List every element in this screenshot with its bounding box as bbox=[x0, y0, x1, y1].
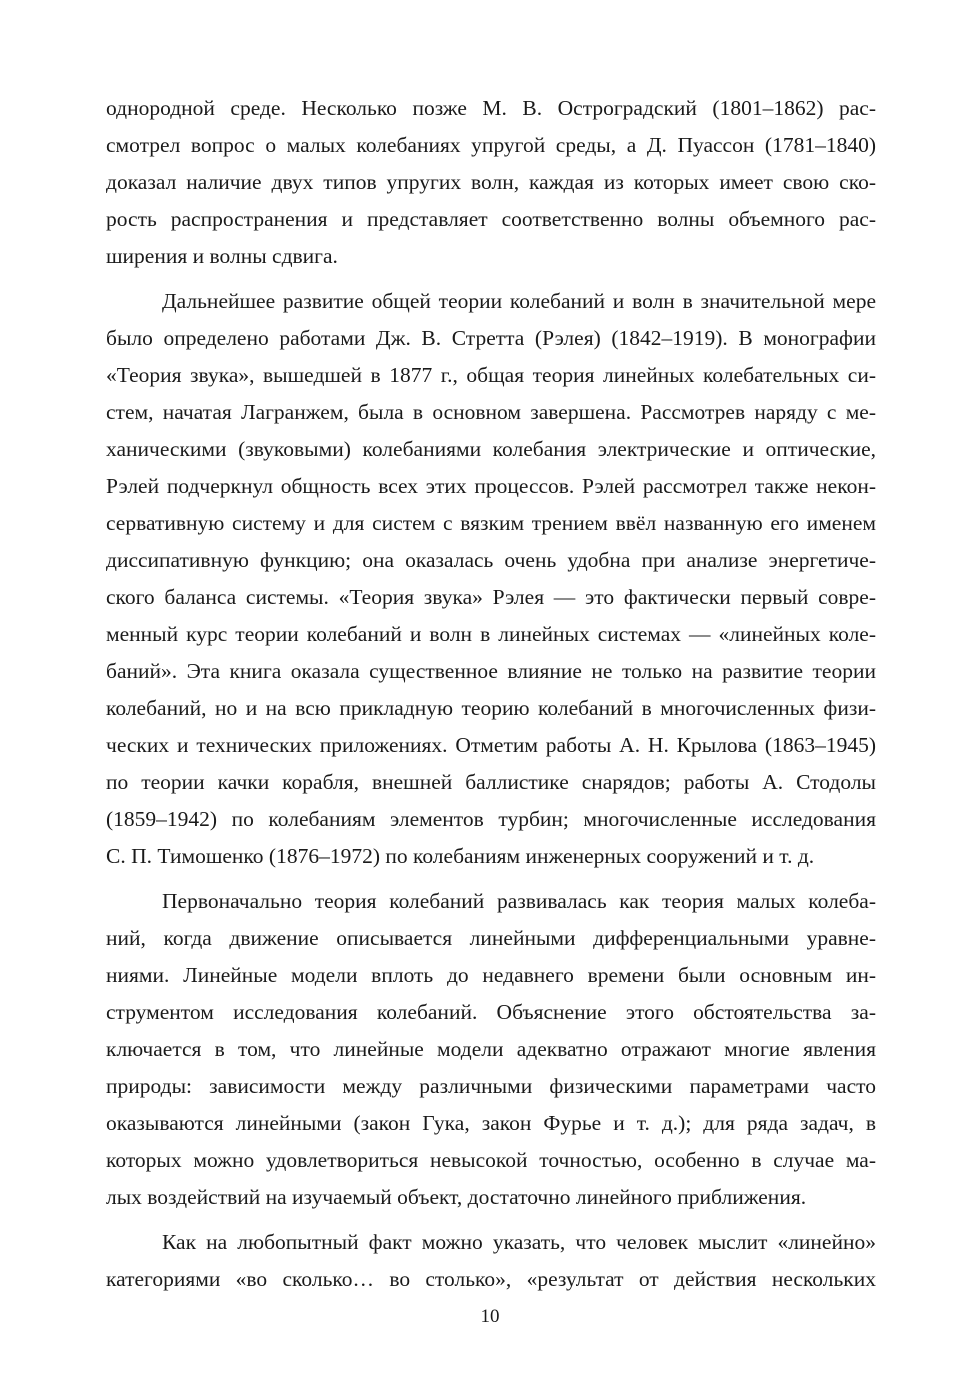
text-line: ческих и технических приложениях. Отметим работы А. Н. Крылова (1863–1945) bbox=[106, 733, 876, 757]
text-line: которых можно удовлетвориться невысокой точностью, особенно в случае ма- bbox=[106, 1148, 876, 1172]
text-line: Дальнейшее развитие общей теории колебаний и волн в значительной мере bbox=[162, 289, 876, 313]
text-line: Первоначально теория колебаний развивалась как теория малых колеба- bbox=[162, 889, 876, 913]
page-number: 10 bbox=[480, 1306, 500, 1327]
body-text bbox=[106, 90, 876, 1298]
text-line: было определено работами Дж. В. Стретта (Рэлея) (1842–1919). В монографии bbox=[106, 326, 876, 350]
text-line: ского баланса системы. «Теория звука» Рэлея — это фактически первый совре- bbox=[106, 585, 876, 609]
text-line: лых воздействий на изучаемый объект, достаточно линейного приближения. bbox=[106, 1185, 807, 1209]
text-line: «Теория звука», вышедшей в 1877 г., общая теория линейных колебательных си- bbox=[106, 363, 876, 387]
text-line: однородной среде. Несколько позже М. В. Остроградский (1801–1862) рас- bbox=[106, 96, 876, 120]
paragraph bbox=[106, 1224, 876, 1298]
paragraph bbox=[106, 90, 876, 275]
text-line: ключается в том, что линейные модели адекватно отражают многие явления bbox=[106, 1037, 876, 1061]
paragraph bbox=[106, 883, 876, 1216]
text-line: по теории качки корабля, внешней баллистике снарядов; работы А. Стодолы bbox=[106, 770, 876, 794]
text-line: оказываются линейными (закон Гука, закон Фурье и т. д.); для ряда задач, в bbox=[106, 1111, 876, 1135]
paragraph bbox=[106, 283, 876, 875]
text-line: категориями «во сколько… во столько», «результат от действия нескольких bbox=[106, 1267, 876, 1291]
text-line: стем, начатая Лагранжем, была в основном завершена. Рассмотрев наряду с ме- bbox=[106, 400, 876, 424]
text-line: менный курс теории колебаний и волн в линейных системах — «линейных коле- bbox=[106, 622, 876, 646]
text-line: природы: зависимости между различными физическими параметрами часто bbox=[106, 1074, 876, 1098]
text-line: диссипативную функцию; она оказалась очень удобна при анализе энергетиче- bbox=[106, 548, 876, 572]
text-line: рость распространения и представляет соответственно волны объемного рас- bbox=[106, 207, 876, 231]
text-line: Рэлей подчеркнул общность всех этих процессов. Рэлей рассмотрел также некон- bbox=[106, 474, 876, 498]
text-line: доказал наличие двух типов упругих волн, каждая из которых имеет свою ско- bbox=[106, 170, 876, 194]
text-line: смотрел вопрос о малых колебаниях упругой среды, а Д. Пуассон (1781–1840) bbox=[106, 133, 876, 157]
text-line: С. П. Тимошенко (1876–1972) по колебаниям инженерных сооружений и т. д. bbox=[106, 844, 815, 868]
text-line: колебаний, но и на всю прикладную теорию колебаний в многочисленных физи- bbox=[106, 696, 876, 720]
document-page bbox=[106, 90, 876, 1298]
text-line: струментом исследования колебаний. Объяснение этого обстоятельства за- bbox=[106, 1000, 876, 1024]
text-line: сервативную систему и для систем с вязким трением ввёл названную его именем bbox=[106, 511, 876, 535]
text-line: ний, когда движение описывается линейными дифференциальными уравне- bbox=[106, 926, 876, 950]
text-line: баний». Эта книга оказала существенное влияние не только на развитие теории bbox=[106, 659, 876, 683]
text-line: ниями. Линейные модели вплоть до недавнего времени были основным ин- bbox=[106, 963, 876, 987]
text-line: Как на любопытный факт можно указать, что человек мыслит «линейно» bbox=[162, 1230, 876, 1254]
text-line: ханическими (звуковыми) колебаниями колебания электрические и оптические, bbox=[106, 437, 876, 461]
text-line: ширения и волны сдвига. bbox=[106, 244, 338, 268]
text-line: (1859–1942) по колебаниям элементов турбин; многочисленные исследования bbox=[106, 807, 876, 831]
